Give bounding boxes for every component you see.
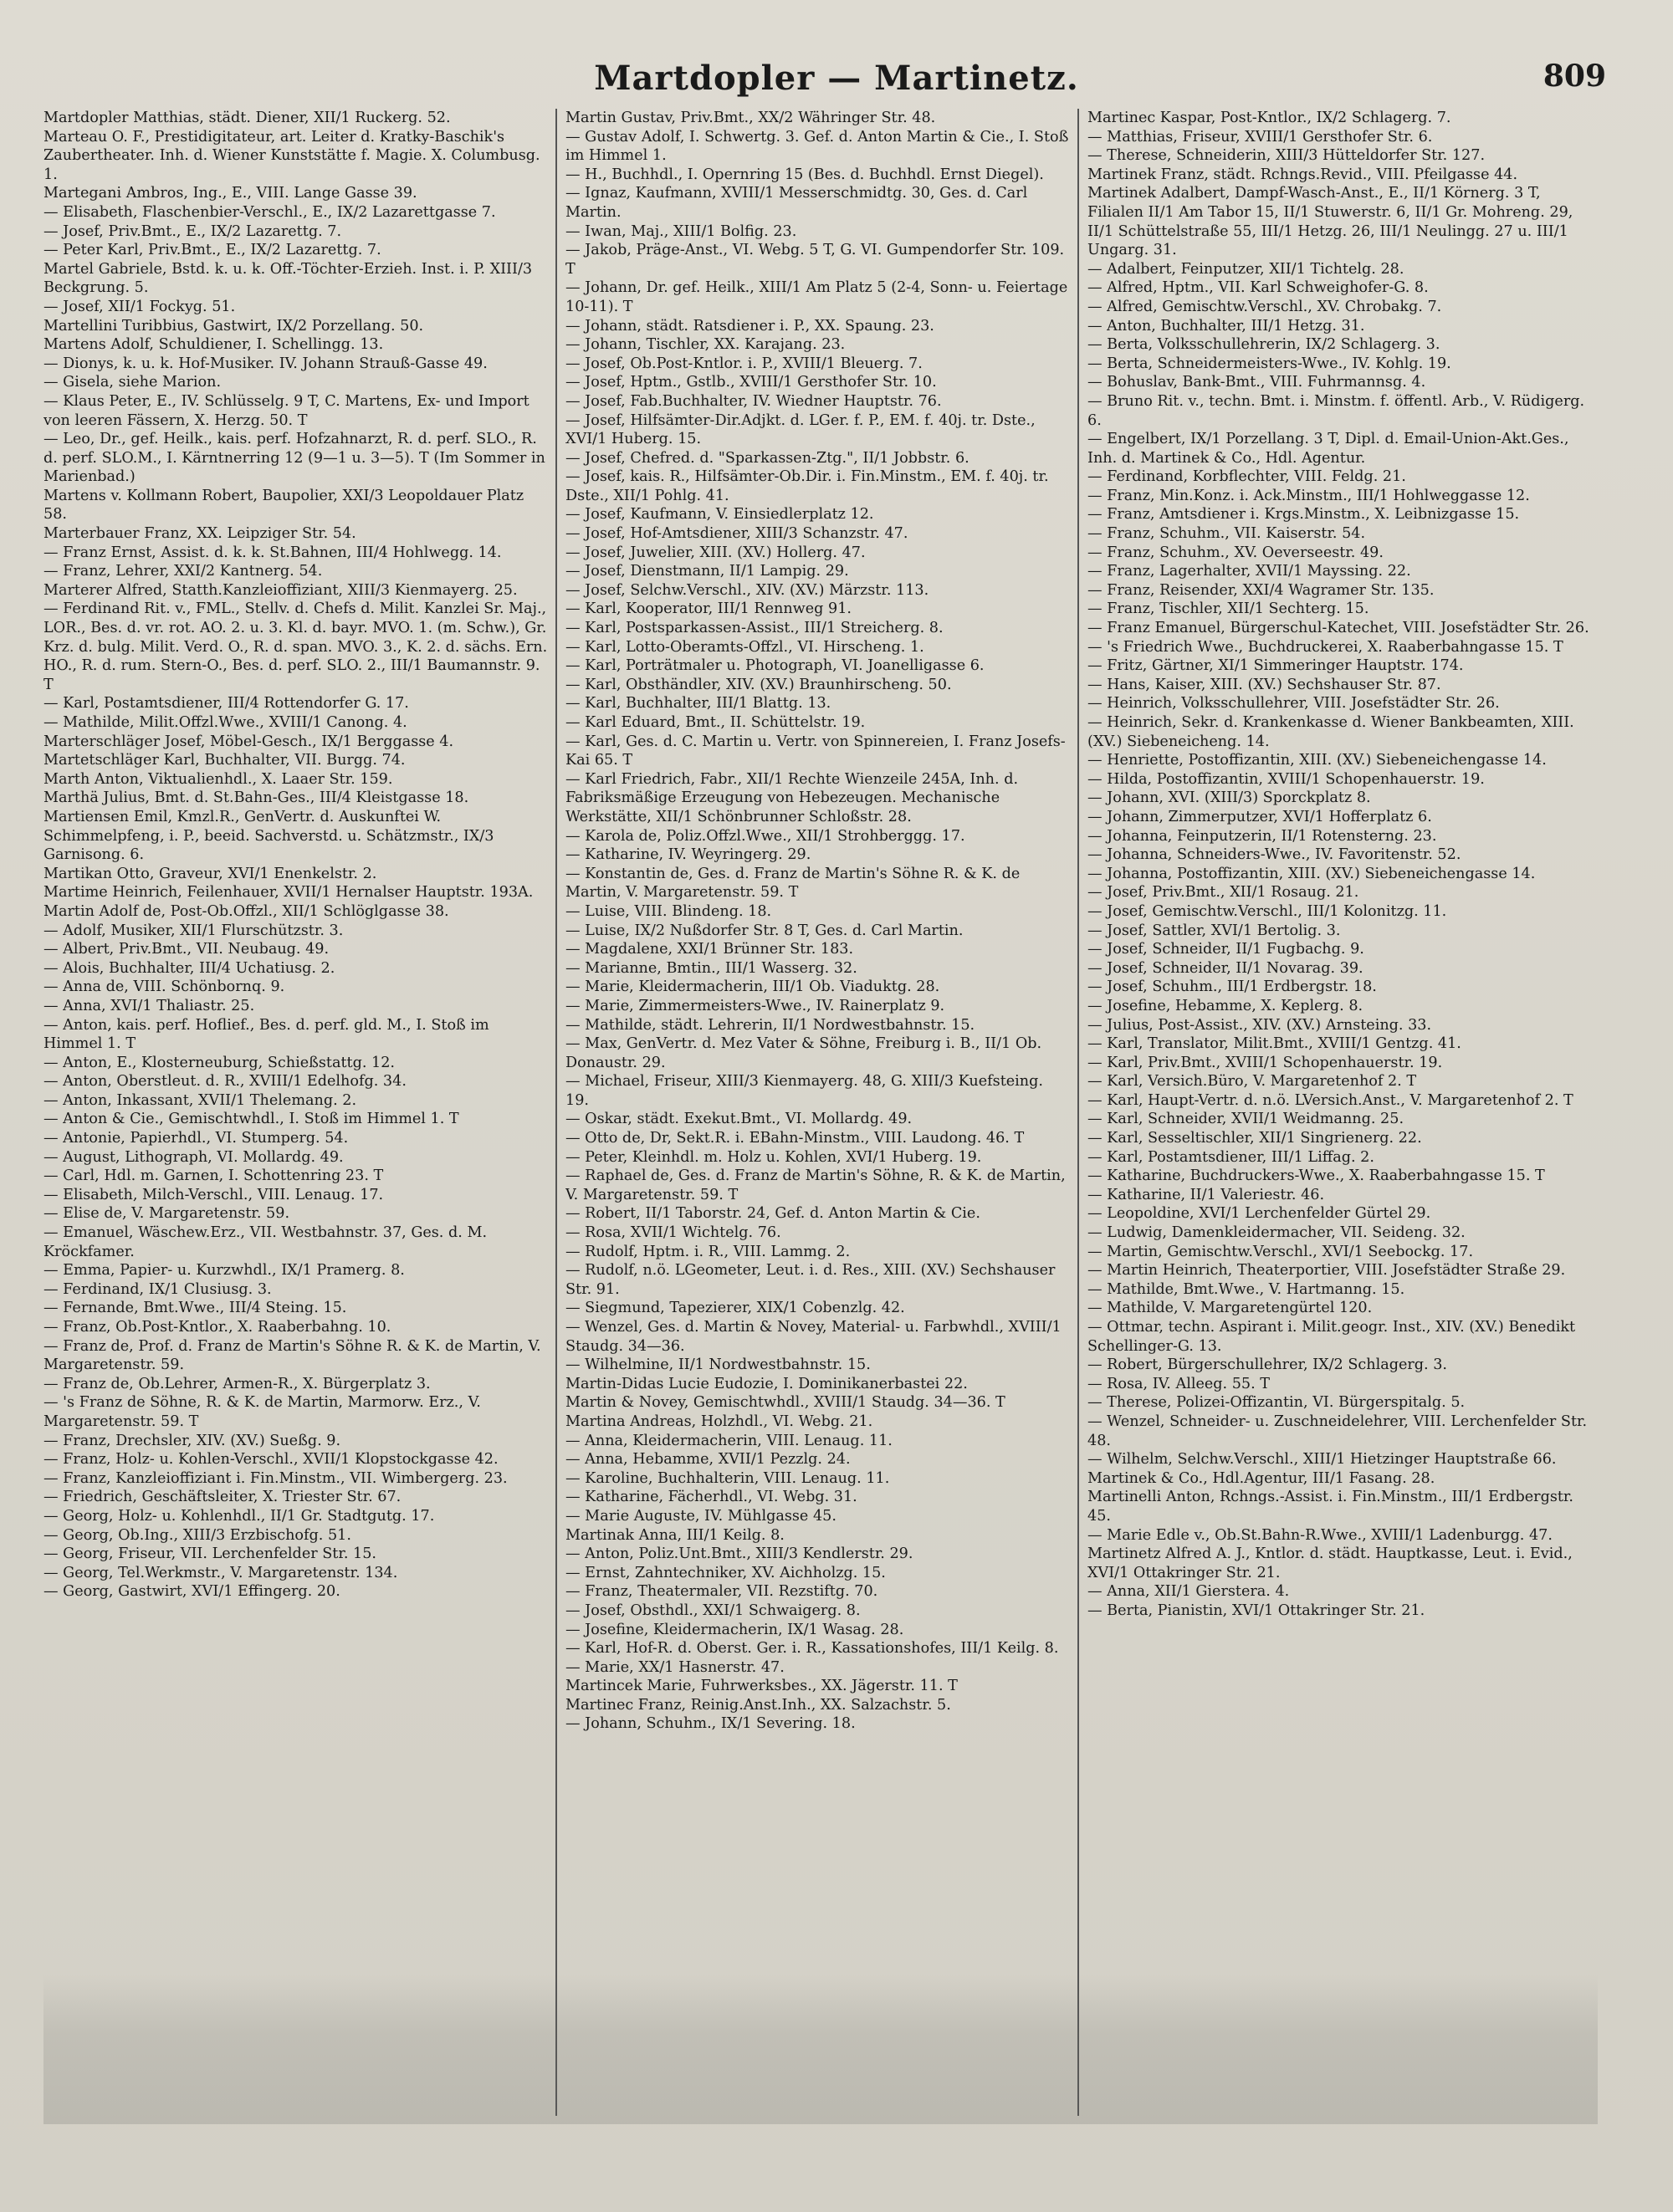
directory-entry: — Josef, Hof-Amtsdiener, XIII/3 Schanzstr. 47. xyxy=(565,525,908,543)
directory-entry: — Martin Heinrich, Theaterportier, VIII. Josefstädter Straße 29. xyxy=(1087,1262,1566,1280)
directory-entry: — Alfred, Hptm., VII. Karl Schweighofer-G. 8. xyxy=(1087,279,1429,297)
directory-entry: Martin-Didas Lucie Eudozie, I. Dominikanerbastei 22. xyxy=(565,1375,968,1392)
directory-entry: — Josef, Gemischtw.Verschl., III/1 Kolonitzg. 11. xyxy=(1087,902,1447,920)
directory-entry: — Rudolf, n.ö. LGeometer, Leut. i. d. Res., XIII. (XV.) Sechshauser Str. 91. xyxy=(565,1262,1056,1298)
directory-entry: — Josefine, Hebamme, X. Keplerg. 8. xyxy=(1087,997,1363,1014)
directory-entry: — Johann, Dr. gef. Heilk., XIII/1 Am Platz 5 (2-4, Sonn- u. Feiertage 10-11). T xyxy=(565,279,1068,315)
column-2 xyxy=(565,109,1071,2116)
directory-entry: — Karl, Postamtsdiener, III/4 Rottendorfer G. 17. xyxy=(43,695,409,713)
directory-entry: — Adolf, Musiker, XII/1 Flurschützstr. 3. xyxy=(43,922,344,939)
directory-entry: — Peter, Kleinhdl. m. Holz u. Kohlen, XVI/1 Huberg. 19. xyxy=(565,1148,982,1166)
directory-entry: — Josef, Schneider, II/1 Novarag. 39. xyxy=(1087,959,1363,977)
directory-entry: — Rosa, IV. Alleeg. 55. T xyxy=(1087,1375,1271,1392)
directory-entry: — Raphael de, Ges. d. Franz de Martin's Söhne, R. & K. de Martin, V. Margaretenstr. 59. T xyxy=(565,1167,1066,1203)
directory-entry: — Mathilde, städt. Lehrerin, II/1 Nordwestbahnstr. 15. xyxy=(565,1016,975,1034)
directory-entry: — Otto de, Dr, Sekt.R. i. EBahn-Minstm., VIII. Laudong. 46. T xyxy=(565,1130,1025,1147)
directory-entry: — Josef, Priv.Bmt., XII/1 Rosaug. 21. xyxy=(1087,884,1359,902)
directory-entry: — Marie, Zimmermeisters-Wwe., IV. Rainerplatz 9. xyxy=(565,997,945,1014)
directory-entry: — Johann, Schuhm., IX/1 Severing. 18. xyxy=(565,1715,856,1733)
directory-entry: — Jakob, Präge-Anst., VI. Webg. 5 T, G. VI. Gumpendorfer Str. 109. T xyxy=(565,242,1065,278)
directory-entry: — Gisela, siehe Marion. xyxy=(43,374,222,391)
directory-entry: — Wilhelmine, II/1 Nordwestbahnstr. 15. xyxy=(565,1356,871,1374)
directory-entry: — Josef, Sattler, XVI/1 Bertolig. 3. xyxy=(1087,922,1341,939)
directory-entry: — Peter Karl, Priv.Bmt., E., IX/2 Lazarettg. 7. xyxy=(43,242,381,259)
directory-entry: Martiensen Emil, Kmzl.R., GenVertr. d. Auskunftei W. Schimmelpfeng, i. P., beeid. Sachverstd. u. Schätzmstr., IX/3 Garnisong. 6. xyxy=(43,808,494,864)
directory-entry: — Karl, Buchhalter, III/1 Blattg. 13. xyxy=(565,695,831,713)
directory-entry: — Anna, XII/1 Gierstera. 4. xyxy=(1087,1583,1290,1601)
directory-entry: — Siegmund, Tapezierer, XIX/1 Cobenzlg. 42. xyxy=(565,1300,905,1317)
directory-entry: — Karl, Haupt-Vertr. d. n.ö. LVersich.Anst., V. Margaretenhof 2. T xyxy=(1087,1091,1573,1109)
directory-entry: — Anna, XVI/1 Thaliastr. 25. xyxy=(43,997,255,1014)
directory-entry: — Franz, Lehrer, XXI/2 Kantnerg. 54. xyxy=(43,563,323,580)
directory-entry: — Johanna, Postoffizantin, XIII. (XV.) Siebeneichengasse 14. xyxy=(1087,865,1536,882)
directory-entry: — Emanuel, Wäschew.Erz., VII. Westbahnstr. 37, Ges. d. M. Kröckfamer. xyxy=(43,1224,488,1260)
directory-entry: — Marie Auguste, IV. Mühlgasse 45. xyxy=(565,1507,836,1525)
directory-entry: Martellini Turibbius, Gastwirt, IX/2 Porzellang. 50. xyxy=(43,317,424,335)
directory-entry: — H., Buchhdl., I. Opernring 15 (Bes. d. Buchhdl. Ernst Diegel). xyxy=(565,166,1044,183)
directory-entry: — Ernst, Zahntechniker, XV. Aichholzg. 15. xyxy=(565,1564,886,1581)
page-number: 809 xyxy=(1543,59,1606,94)
directory-entry: — Heinrich, Volksschullehrer, VIII. Josefstädter Str. 26. xyxy=(1087,695,1500,713)
directory-entry: — Bruno Rit. v., techn. Bmt. i. Minstm. f. öffentl. Arb., V. Rüdigerg. 6. xyxy=(1087,392,1585,429)
directory-entry: — Luise, VIII. Blindeng. 18. xyxy=(565,902,772,920)
directory-entry: Martin & Novey, Gemischtwhdl., XVIII/1 Staudg. 34—36. T xyxy=(565,1394,1005,1412)
directory-entry: — Karl, Lotto-Oberamts-Offzl., VI. Hirscheng. 1. xyxy=(565,638,924,656)
directory-entry: — Ferdinand, IX/1 Clusiusg. 3. xyxy=(43,1280,272,1298)
directory-entry: — Franz, Holz- u. Kohlen-Verschl., XVII/1 Klopstockgasse 42. xyxy=(43,1451,499,1469)
directory-entry: — Iwan, Maj., XIII/1 Bolfig. 23. xyxy=(565,222,797,240)
directory-entry: — Marianne, Bmtin., III/1 Wasserg. 32. xyxy=(565,959,857,977)
directory-entry: — Henriette, Postoffizantin, XIII. (XV.) Siebeneichengasse 14. xyxy=(1087,752,1547,769)
directory-entry: — Robert, II/1 Taborstr. 24, Gef. d. Anton Martin & Cie. xyxy=(565,1205,980,1223)
directory-entry: — Franz, Amtsdiener i. Krgs.Minstm., X. Leibnizgasse 15. xyxy=(1087,506,1520,524)
directory-entry: Martinak Anna, III/1 Keilg. 8. xyxy=(565,1526,785,1544)
directory-entry: Marteau O. F., Prestidigitateur, art. Leiter d. Kratky-Baschik's Zaubertheater. Inh. d. Wiener Kunststätte f. Magie. X. Columbusg. 1. xyxy=(43,128,540,183)
directory-entry: — Fritz, Gärtner, XI/1 Simmeringer Hauptstr. 174. xyxy=(1087,657,1464,675)
directory-entry: — Heinrich, Sekr. d. Krankenkasse d. Wiener Bankbeamten, XIII. (XV.) Siebeneicheng. 14. xyxy=(1087,714,1574,750)
directory-entry: — Max, GenVertr. d. Mez Vater & Söhne, Freiburg i. B., II/1 Ob. Donaustr. 29. xyxy=(565,1035,1042,1071)
directory-entry: — Josef, Chefred. d. "Sparkassen-Ztg.", II/1 Jobbstr. 6. xyxy=(565,449,970,467)
directory-entry: — Karl, Postsparkassen-Assist., III/1 Streicherg. 8. xyxy=(565,620,944,637)
directory-entry: — Hilda, Postoffizantin, XVIII/1 Schopenhauerstr. 19. xyxy=(1087,770,1485,788)
directory-entry: Martin Adolf de, Post-Ob.Offzl., XII/1 Schlöglgasse 38. xyxy=(43,902,449,920)
directory-entry: — Carl, Hdl. m. Garnen, I. Schottenring 23. T xyxy=(43,1167,384,1185)
directory-entry: — Adalbert, Feinputzer, XII/1 Tichtelg. 28. xyxy=(1087,260,1404,278)
directory-entry: — Magdalene, XXI/1 Brünner Str. 183. xyxy=(565,941,854,958)
directory-entry: Martinec Kaspar, Post-Kntlor., IX/2 Schlagerg. 7. xyxy=(1087,110,1451,126)
directory-entry: Marthä Julius, Bmt. d. St.Bahn-Ges., III/4 Kleistgasse 18. xyxy=(43,789,469,807)
directory-entry: Martime Heinrich, Feilenhauer, XVII/1 Hernalser Hauptstr. 193A. xyxy=(43,884,534,902)
directory-entry: — Karl, Sesseltischler, XII/1 Singrienerg. 22. xyxy=(1087,1130,1422,1147)
directory-entry: — Josef, Priv.Bmt., E., IX/2 Lazarettg. 7. xyxy=(43,222,342,240)
directory-entry: — Georg, Tel.Werkmstr., V. Margaretenstr. 134. xyxy=(43,1564,398,1581)
page-title: Martdopler — Martinetz. xyxy=(594,59,1079,98)
directory-entry: — Josef, Schneider, II/1 Fugbachg. 9. xyxy=(1087,941,1364,958)
directory-entry: — Oskar, städt. Exekut.Bmt., VI. Mollardg. 49. xyxy=(565,1111,913,1128)
directory-entry: — Alois, Buchhalter, III/4 Uchatiusg. 2. xyxy=(43,959,335,977)
directory-entry: — Josef, Kaufmann, V. Einsiedlerplatz 12. xyxy=(565,506,874,524)
directory-entry: — Franz Ernst, Assist. d. k. k. St.Bahnen, III/4 Hohlwegg. 14. xyxy=(43,544,502,561)
directory-entry: — Konstantin de, Ges. d. Franz de Martin's Söhne R. & K. de Martin, V. Margaretenstr. 59. T xyxy=(565,865,1021,902)
directory-entry: — Marie, Kleidermacherin, III/1 Ob. Viaduktg. 28. xyxy=(565,978,940,996)
directory-entry: — Dionys, k. u. k. Hof-Musiker. IV. Johann Strauß-Gasse 49. xyxy=(43,355,488,372)
directory-entry: — Josef, Ob.Post-Kntlor. i. P., XVIII/1 Bleuerg. 7. xyxy=(565,355,923,372)
directory-entry: — Franz, Schuhm., XV. Oeverseestr. 49. xyxy=(1087,544,1384,561)
directory-entry: — Michael, Friseur, XIII/3 Kienmayerg. 48, G. XIII/3 Kuefsteing. 19. xyxy=(565,1073,1043,1109)
columns-container xyxy=(43,109,1589,2116)
directory-entry: — Karl, Porträtmaler u. Photograph, VI. Joanelligasse 6. xyxy=(565,657,985,675)
directory-entry: — Marie, XX/1 Hasnerstr. 47. xyxy=(565,1658,785,1676)
directory-entry: Martinelli Anton, Rchngs.-Assist. i. Fin.Minstm., III/1 Erdbergstr. 45. xyxy=(1087,1489,1574,1525)
directory-entry: — Franz, Tischler, XII/1 Sechterg. 15. xyxy=(1087,600,1369,618)
directory-entry: — Berta, Volksschullehrerin, IX/2 Schlagerg. 3. xyxy=(1087,336,1440,354)
directory-entry: — Franz, Min.Konz. i. Ack.Minstm., III/1 Hohlweggasse 12. xyxy=(1087,487,1530,504)
directory-entry: — Karl, Priv.Bmt., XVIII/1 Schopenhauerstr. 19. xyxy=(1087,1054,1443,1071)
directory-entry: — Karl Eduard, Bmt., II. Schüttelstr. 19. xyxy=(565,714,866,731)
directory-entry: — Katharine, Fächerhdl., VI. Webg. 31. xyxy=(565,1489,857,1506)
directory-entry: — Anton, Poliz.Unt.Bmt., XIII/3 Kendlerstr. 29. xyxy=(565,1545,913,1563)
directory-entry: — Karl, Translator, Milit.Bmt., XVIII/1 Gentzg. 41. xyxy=(1087,1035,1461,1053)
directory-entry: — Wenzel, Schneider- u. Zuschneidelehrer, VIII. Lerchenfelder Str. 48. xyxy=(1087,1413,1588,1449)
directory-entry: — Martin, Gemischtw.Verschl., XVI/1 Seebockg. 17. xyxy=(1087,1243,1474,1260)
directory-entry: — Klaus Peter, E., IV. Schlüsselg. 9 T, C. Martens, Ex- und Import von leeren Fässern, X. Herzg. 50. T xyxy=(43,392,530,429)
directory-entry: — Katharine, Buchdruckers-Wwe., X. Raaberbahngasse 15. T xyxy=(1087,1167,1545,1185)
directory-entry: — Josef, Fab.Buchhalter, IV. Wiedner Hauptstr. 76. xyxy=(565,392,942,410)
directory-entry: Martincek Marie, Fuhrwerksbes., XX. Jägerstr. 11. T xyxy=(565,1678,958,1695)
directory-entry: — Josef, Obsthdl., XXI/1 Schwaigerg. 8. xyxy=(565,1602,861,1619)
directory-entry: — 's Franz de Söhne, R. & K. de Martin, Marmorw. Erz., V. Margaretenstr. 59. T xyxy=(43,1394,481,1430)
directory-entry: — Karl, Hof-R. d. Oberst. Ger. i. R., Kassationshofes, III/1 Keilg. 8. xyxy=(565,1640,1059,1658)
directory-entry: — Alfred, Gemischtw.Verschl., XV. Chrobakg. 7. xyxy=(1087,298,1442,315)
directory-entry: — Franz, Theatermaler, VII. Rezstiftg. 70. xyxy=(565,1583,878,1601)
directory-entry: — Ignaz, Kaufmann, XVIII/1 Messerschmidtg. 30, Ges. d. Carl Martin. xyxy=(565,185,1028,221)
directory-entry: Martdopler Matthias, städt. Diener, XII/1 Ruckerg. 52. xyxy=(43,110,451,126)
directory-entry: Martikan Otto, Graveur, XVI/1 Enenkelstr. 2. xyxy=(43,865,377,882)
directory-entry: Marterer Alfred, Statth.Kanzleioffiziant, XIII/3 Kienmayerg. 25. xyxy=(43,581,518,599)
directory-entry: — Hans, Kaiser, XIII. (XV.) Sechshauser Str. 87. xyxy=(1087,676,1441,693)
directory-entry: — Franz, Lagerhalter, XVII/1 Mayssing. 22. xyxy=(1087,563,1411,580)
directory-entry: — Elisabeth, Milch-Verschl., VIII. Lenaug. 17. xyxy=(43,1186,384,1203)
directory-entry: Martetschläger Karl, Buchhalter, VII. Burgg. 74. xyxy=(43,752,406,769)
directory-entry: — Gustav Adolf, I. Schwertg. 3. Gef. d. Anton Martin & Cie., I. Stoß im Himmel 1. xyxy=(565,128,1069,165)
directory-entry: — Georg, Friseur, VII. Lerchenfelder Str. 15. xyxy=(43,1545,376,1563)
directory-entry: — Johann, XVI. (XIII/3) Sporckplatz 8. xyxy=(1087,789,1371,807)
directory-entry: — Bohuslav, Bank-Bmt., VIII. Fuhrmannsg. 4. xyxy=(1087,374,1426,391)
directory-entry: Martinec Franz, Reinig.Anst.Inh., XX. Salzachstr. 5. xyxy=(565,1696,951,1714)
column-1 xyxy=(43,109,549,2116)
directory-entry: — Julius, Post-Assist., XIV. (XV.) Arnsteing. 33. xyxy=(1087,1016,1432,1034)
directory-entry: — Karl Friedrich, Fabr., XII/1 Rechte Wienzeile 245A, Inh. d. Fabriksmäßige Erzeugung von Hebezeugen. Mechanische Werkstätte, XII/1 Schönbrunner Schloßstr. 28. xyxy=(565,770,1019,825)
directory-entry: — Fernande, Bmt.Wwe., III/4 Steing. 15. xyxy=(43,1300,347,1317)
directory-entry: — Anton & Cie., Gemischtwhdl., I. Stoß im Himmel 1. T xyxy=(43,1111,459,1128)
directory-entry: — Anton, E., Klosterneuburg, Schießstattg. 12. xyxy=(43,1054,396,1071)
directory-entry: — Anton, kais. perf. Hoflief., Bes. d. perf. gld. M., I. Stoß im Himmel 1. T xyxy=(43,1016,489,1053)
directory-entry: Marth Anton, Viktualienhdl., X. Laaer Str. 159. xyxy=(43,770,393,788)
directory-entry: — Engelbert, IX/1 Porzellang. 3 T, Dipl. d. Email-Union-Akt.Ges., Inh. d. Martinek & Co., Hdl. Agentur. xyxy=(1087,431,1569,467)
directory-entry: — Elisabeth, Flaschenbier-Verschl., E., IX/2 Lazarettgasse 7. xyxy=(43,203,496,221)
directory-entry: — Johanna, Schneiders-Wwe., IV. Favoritenstr. 52. xyxy=(1087,846,1461,864)
directory-entry: — Mathilde, V. Margaretengürtel 120. xyxy=(1087,1300,1373,1317)
directory-entry: — Elise de, V. Margaretenstr. 59. xyxy=(43,1205,290,1223)
directory-entry: Martens Adolf, Schuldiener, I. Schellingg. 13. xyxy=(43,336,384,354)
directory-entry: — Josef, Juwelier, XIII. (XV.) Hollerg. 47. xyxy=(565,544,866,561)
directory-entry: — Anna, Hebamme, XVII/1 Pezzlg. 24. xyxy=(565,1451,851,1469)
directory-entry: — Franz Emanuel, Bürgerschul-Katechet, VIII. Josefstädter Str. 26. xyxy=(1087,620,1589,637)
directory-entry: — Josef, Schuhm., III/1 Erdbergstr. 18. xyxy=(1087,978,1377,996)
directory-entry: — Friedrich, Geschäftsleiter, X. Triester Str. 67. xyxy=(43,1489,402,1506)
directory-entry: — Franz, Drechsler, XIV. (XV.) Sueßg. 9. xyxy=(43,1432,341,1449)
directory-entry: — Ludwig, Damenkleidermacher, VII. Seideng. 32. xyxy=(1087,1224,1466,1242)
column-divider xyxy=(1077,109,1079,2116)
directory-entry: — Albert, Priv.Bmt., VII. Neubaug. 49. xyxy=(43,941,330,958)
directory-entry: — Johann, Zimmerputzer, XVI/1 Hofferplatz 6. xyxy=(1087,808,1432,825)
directory-entry: — Karl, Versich.Büro, V. Margaretenhof 2. T xyxy=(1087,1073,1417,1091)
directory-entry: — Karl, Postamtsdiener, III/1 Liffag. 2. xyxy=(1087,1148,1374,1166)
directory-entry: Marterbauer Franz, XX. Leipziger Str. 54. xyxy=(43,525,356,543)
directory-entry: Martina Andreas, Holzhdl., VI. Webg. 21. xyxy=(565,1413,873,1430)
directory-entry: — Rosa, XVII/1 Wichtelg. 76. xyxy=(565,1224,781,1242)
directory-entry: — Karoline, Buchhalterin, VIII. Lenaug. 11. xyxy=(565,1469,890,1487)
directory-entry: — Anton, Inkassant, XVII/1 Thelemang. 2. xyxy=(43,1091,357,1109)
directory-entry: — 's Friedrich Wwe., Buchdruckerei, X. Raaberbahngasse 15. T xyxy=(1087,638,1563,656)
directory-entry: — Katharine, II/1 Valeriestr. 46. xyxy=(1087,1186,1325,1203)
directory-entry: — Therese, Schneiderin, XIII/3 Hütteldorfer Str. 127. xyxy=(1087,147,1486,165)
directory-entry: Martinek Franz, städt. Rchngs.Revid., VIII. Pfeilgasse 44. xyxy=(1087,166,1518,183)
directory-entry: — Ottmar, techn. Aspirant i. Milit.geogr. Inst., XIV. (XV.) Benedikt Schellinger-G. 13. xyxy=(1087,1319,1576,1355)
directory-entry: — Rudolf, Hptm. i. R., VIII. Lammg. 2. xyxy=(565,1243,851,1260)
directory-entry: — Karl, Schneider, XVII/1 Weidmanng. 25. xyxy=(1087,1111,1404,1128)
directory-entry: — Robert, Bürgerschullehrer, IX/2 Schlagerg. 3. xyxy=(1087,1356,1448,1374)
directory-entry: Martin Gustav, Priv.Bmt., XX/2 Währinger Str. 48. xyxy=(565,110,936,126)
directory-entry: — Franz, Ob.Post-Kntlor., X. Raaberbahng. 10. xyxy=(43,1319,391,1336)
directory-entry: — Franz de, Prof. d. Franz de Martin's Söhne R. & K. de Martin, V. Margaretenstr. 59. xyxy=(43,1337,541,1374)
directory-entry: — Antonie, Papierhdl., VI. Stumperg. 54. xyxy=(43,1130,349,1147)
directory-entry: — Johann, Tischler, XX. Karajang. 23. xyxy=(565,336,846,354)
directory-entry: — Josef, Hptm., Gstlb., XVIII/1 Gersthofer Str. 10. xyxy=(565,374,937,391)
directory-entry: — Berta, Schneidermeisters-Wwe., IV. Kohlg. 19. xyxy=(1087,355,1451,372)
directory-entry: — Franz, Schuhm., VII. Kaiserstr. 54. xyxy=(1087,525,1366,543)
directory-entry: Martinetz Alfred A. J., Kntlor. d. städt. Hauptkasse, Leut. i. Evid., XVI/1 Ottakringer Str. 21. xyxy=(1087,1545,1573,1581)
directory-entry: — Ferdinand Rit. v., FML., Stellv. d. Chefs d. Milit. Kanzlei Sr. Maj., LOR., Bes. d. vr. rot. AO. 2. u. 3. Kl. d. bayr. MVO. 1. (m. Schw.), Gr. Krz. d. bulg. Milit. Verd. O., R. d. span. MVO. 3., K. 2. d. sächs. Ern. HO., R. d. rum. Stern-O., Bes. d. perf. SLO. 2., III/1 Baumannstr. 9. T xyxy=(43,600,548,693)
directory-entry: Martegani Ambros, Ing., E., VIII. Lange Gasse 39. xyxy=(43,185,417,202)
directory-entry: — Karl, Ges. d. C. Martin u. Vertr. von Spinnereien, I. Franz Josefs-Kai 65. T xyxy=(565,733,1066,769)
directory-entry: — Emma, Papier- u. Kurzwhdl., IX/1 Pramerg. 8. xyxy=(43,1262,405,1280)
directory-entry: Martens v. Kollmann Robert, Baupolier, XXI/3 Leopoldauer Platz 58. xyxy=(43,487,524,524)
directory-entry: — Therese, Polizei-Offizantin, VI. Bürgerspitalg. 5. xyxy=(1087,1394,1466,1412)
directory-entry: — Josefine, Kleidermacherin, IX/1 Wasag. 28. xyxy=(565,1621,904,1638)
directory-entry: — Franz de, Ob.Lehrer, Armen-R., X. Bürgerplatz 3. xyxy=(43,1375,431,1392)
directory-entry: — Franz, Kanzleioffiziant i. Fin.Minstm., VII. Wimbergerg. 23. xyxy=(43,1469,508,1487)
directory-entry: — Marie Edle v., Ob.St.Bahn-R.Wwe., XVIII/1 Ladenburgg. 47. xyxy=(1087,1526,1553,1544)
directory-entry: — Josef, Hilfsämter-Dir.Adjkt. d. LGer. f. P., EM. f. 40j. tr. Dste., XVI/1 Huberg. 15. xyxy=(565,411,1036,448)
directory-entry: Martinek & Co., Hdl.Agentur, III/1 Fasang. 28. xyxy=(1087,1469,1435,1487)
directory-entry: — August, Lithograph, VI. Mollardg. 49. xyxy=(43,1148,344,1166)
directory-entry: — Karola de, Poliz.Offzl.Wwe., XII/1 Strohberggg. 17. xyxy=(565,827,965,845)
directory-entry: — Josef, Selchw.Verschl., XIV. (XV.) Märzstr. 113. xyxy=(565,581,929,599)
page-header xyxy=(50,59,1623,109)
directory-entry: Martel Gabriele, Bstd. k. u. k. Off.-Töchter-Erzieh. Inst. i. P. XIII/3 Beckgrung. 5. xyxy=(43,260,533,297)
directory-entry: — Ferdinand, Korbflechter, VIII. Feldg. 21. xyxy=(1087,468,1406,486)
directory-entry: — Karl, Kooperator, III/1 Rennweg 91. xyxy=(565,600,852,618)
directory-entry: — Leopoldine, XVI/1 Lerchenfelder Gürtel 29. xyxy=(1087,1205,1431,1223)
directory-entry: — Georg, Holz- u. Kohlenhdl., II/1 Gr. Stadtgutg. 17. xyxy=(43,1507,435,1525)
directory-entry: — Katharine, IV. Weyringerg. 29. xyxy=(565,846,811,864)
directory-entry: — Josef, kais. R., Hilfsämter-Ob.Dir. i. Fin.Minstm., EM. f. 40j. tr. Dste., XII/1 Pohlg. 41. xyxy=(565,468,1049,504)
directory-entry: — Anton, Oberstleut. d. R., XVIII/1 Edelhofg. 34. xyxy=(43,1073,407,1091)
column-divider xyxy=(555,109,557,2116)
directory-entry: — Luise, IX/2 Nußdorfer Str. 8 T, Ges. d. Carl Martin. xyxy=(565,922,964,939)
directory-entry: — Anna de, VIII. Schönbornq. 9. xyxy=(43,978,285,996)
directory-entry: — Matthias, Friseur, XVIII/1 Gersthofer Str. 6. xyxy=(1087,128,1433,146)
directory-entry: — Wenzel, Ges. d. Martin & Novey, Material- u. Farbwhdl., XVIII/1 Staudg. 34—36. xyxy=(565,1319,1062,1355)
directory-entry: — Leo, Dr., gef. Heilk., kais. perf. Hofzahnarzt, R. d. perf. SLO., R. d. perf. SLO.M., I. Kärntnerring 12 (9—1 u. 3—5). T (Im Sommer in Marienbad.) xyxy=(43,431,545,486)
directory-entry: — Berta, Pianistin, XVI/1 Ottakringer Str. 21. xyxy=(1087,1602,1425,1619)
directory-entry: — Johann, städt. Ratsdiener i. P., XX. Spaung. 23. xyxy=(565,317,934,335)
directory-entry: — Karl, Obsthändler, XIV. (XV.) Braunhirscheng. 50. xyxy=(565,676,952,693)
directory-entry: — Johanna, Feinputzerin, II/1 Rotensterng. 23. xyxy=(1087,827,1437,845)
directory-entry: — Wilhelm, Selchw.Verschl., XIII/1 Hietzinger Hauptstraße 66. xyxy=(1087,1451,1557,1469)
directory-entry: — Josef, Dienstmann, II/1 Lampig. 29. xyxy=(565,563,849,580)
directory-entry: Marterschläger Josef, Möbel-Gesch., IX/1 Berggasse 4. xyxy=(43,733,454,750)
directory-entry: Martinek Adalbert, Dampf-Wasch-Anst., E., II/1 Körnerg. 3 T, Filialen II/1 Am Tabor 15, II/1 Stuwerstr. 6, II/1 Gr. Mohreng. 29, II/1 Schüttelstraße 55, III/1 Hetzg. 26, III/1 Neulingg. 27 u. III/1 Ungarg. 31. xyxy=(1087,185,1573,259)
directory-entry: — Anna, Kleidermacherin, VIII. Lenaug. 11. xyxy=(565,1432,893,1449)
directory-entry: — Mathilde, Bmt.Wwe., V. Hartmanng. 15. xyxy=(1087,1280,1405,1298)
directory-entry: — Franz, Reisender, XXI/4 Wagramer Str. 135. xyxy=(1087,581,1435,599)
column-3 xyxy=(1087,109,1589,2116)
directory-entry: — Josef, XII/1 Fockyg. 51. xyxy=(43,298,236,315)
directory-entry: — Georg, Gastwirt, XVI/1 Effingerg. 20. xyxy=(43,1583,340,1601)
directory-entry: — Anton, Buchhalter, III/1 Hetzg. 31. xyxy=(1087,317,1365,335)
directory-entry: — Georg, Ob.Ing., XIII/3 Erzbischofg. 51. xyxy=(43,1526,351,1544)
directory-entry: — Mathilde, Milit.Offzl.Wwe., XVIII/1 Canong. 4. xyxy=(43,714,407,731)
